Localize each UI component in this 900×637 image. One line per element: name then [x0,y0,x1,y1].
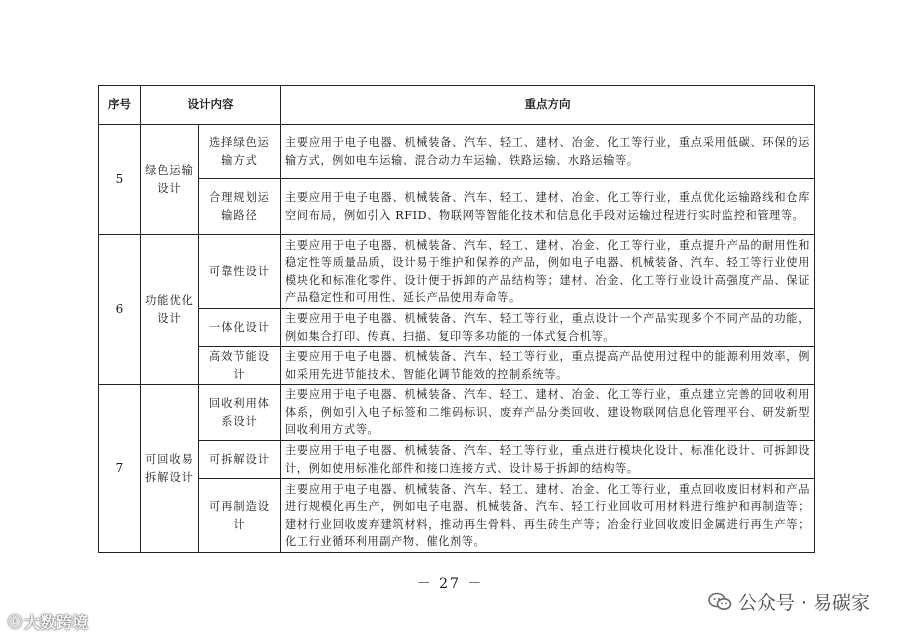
table-row [99,235,815,309]
subcategory-cell: 合理规划运输路径 [199,179,281,235]
description-cell: 主要应用于电子电器、机械装备、汽车、轻工、建材、冶金、化工等行业，重点采用低碳、环保的运输方式，例如电车运输、混合动力车运输、铁路运输、水路运输等。 [281,125,815,179]
description-cell: 主要应用于电子电器、机械装备、汽车、轻工等行业，重点提高产品使用过程中的能源利用效率，例如采用先进节能技术、智能化调节能效的控制系统等。 [281,347,815,385]
subcategory-cell: 可拆解设计 [199,441,281,479]
watermark-right-text: 公众号 · 易碳家 [737,592,870,614]
subcategory-cell: 回收利用体系设计 [199,385,281,441]
subcategory-cell: 高效节能设计 [199,347,281,385]
table-row [99,125,815,179]
category-cell: 绿色运输设计 [141,125,199,235]
page-number: － 27 － [416,576,484,592]
header-number: 序号 [99,86,141,125]
subcategory-cell: 选择绿色运输方式 [199,125,281,179]
description-cell: 主要应用于电子电器、机械装备、汽车、轻工、建材、冶金、化工等行业，重点回收废旧材料和产品进行规模化再生产，例如电子电器、机械装备、汽车、轻工行业回收可用材料进行维护和再制造等；建材行业回收废弃建筑材料，推动再生骨料、再生砖生产等；冶金行业回收废旧金属进行再生产等；化工行业循环利用副产物、催化剂等。 [281,479,815,553]
row-number: 5 [99,125,141,235]
row-number: 7 [99,385,141,553]
description-cell: 主要应用于电子电器、机械装备、汽车、轻工、建材、冶金、化工等行业，重点提升产品的耐用性和稳定性等质量品质，设计易于维护和保养的产品，例如电子电器、机械装备、汽车、轻工等行业使用模块化和标准化零件、设计便于拆卸的产品结构等；建材、冶金、化工等行业设计高强度产品、保证产品稳定性和可用性、延长产品使用寿命等。 [281,235,815,309]
description-cell: 主要应用于电子电器、机械装备、汽车、轻工、建材、冶金、化工等行业，重点优化运输路线和仓库空间布局，例如引入 RFID、物联网等智能化技术和信息化手段对运输过程进行实时监控和管理等。 [281,179,815,235]
watermark-wechat [708,588,870,615]
table-header-row [99,86,815,125]
table-row [99,179,815,235]
description-cell: 主要应用于电子电器、机械装备、汽车、轻工、建材、冶金、化工等行业，重点建立完善的回收利用体系，例如引入电子标签和二维码标识、废弃产品分类回收、建设物联网信息化管理平台、研发新型回收利用方式等。 [281,385,815,441]
header-key-direction: 重点方向 [281,86,815,125]
table-row [99,441,815,479]
row-number: 6 [99,235,141,385]
header-design-content: 设计内容 [141,86,281,125]
wechat-icon [708,592,732,612]
category-cell: 可回收易拆解设计 [141,385,199,553]
table-row [99,385,815,441]
subcategory-cell: 可靠性设计 [199,235,281,309]
description-cell: 主要应用于电子电器、机械装备、汽车、轻工等行业，重点进行模块化设计、标准化设计、可拆卸设计，例如使用标准化部件和接口连接方式、设计易于拆卸的结构等。 [281,441,815,479]
table-row [99,479,815,553]
category-cell: 功能优化设计 [141,235,199,385]
subcategory-cell: 可再制造设计 [199,479,281,553]
table-row [99,309,815,347]
subcategory-cell: 一体化设计 [199,309,281,347]
table-row [99,347,815,385]
design-table [98,85,815,553]
watermark-left-text: 大数跨境 [24,613,89,632]
description-cell: 主要应用于电子电器、机械装备、汽车、轻工等行业，重点设计一个产品实现多个不同产品的功能，例如集合打印、传真、扫描、复印等多功能的一体式复合机等。 [281,309,815,347]
watermark-corner [8,610,88,633]
logo-icon: ⓒ [8,614,22,631]
